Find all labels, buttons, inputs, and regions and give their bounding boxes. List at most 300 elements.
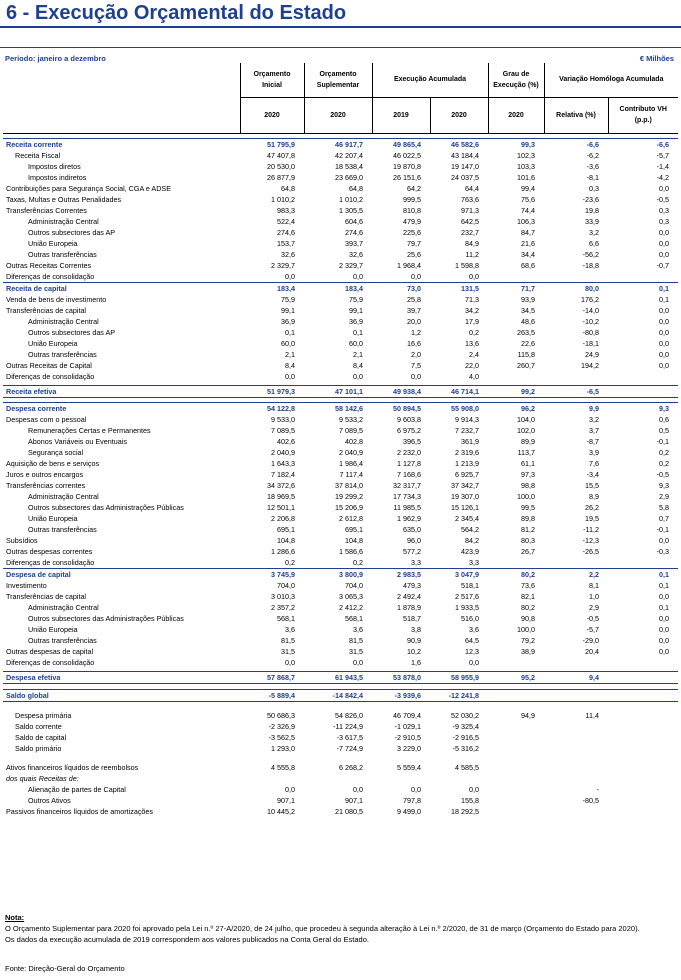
row-label: Despesas com o pessoal — [6, 414, 87, 424]
row-label: Alienação de partes de Capital — [28, 784, 126, 794]
row-value: -3,4 — [586, 469, 600, 479]
row-value: 15 126,1 — [451, 502, 480, 512]
row-value: 1 968,4 — [397, 260, 421, 270]
row-value: 0,5 — [659, 425, 670, 435]
table-row — [3, 635, 678, 646]
header-year: 2020 — [488, 97, 544, 133]
row-label: Outros subsectores das AP — [28, 327, 116, 337]
row-value: 104,8 — [277, 535, 295, 545]
row-value: 94,9 — [521, 710, 536, 720]
header-year: 2020 — [430, 97, 488, 133]
row-value: 9 499,0 — [397, 806, 421, 816]
row-value: 0,1 — [659, 602, 670, 612]
row-value: 24 037,5 — [451, 172, 480, 182]
row-label: Outras despesas de capital — [6, 646, 94, 656]
row-label: Diferenças de consolidação — [6, 371, 95, 381]
table-row — [3, 602, 678, 613]
row-value: 26 877,9 — [267, 172, 295, 182]
table-row — [3, 161, 678, 172]
row-value: 25,6 — [407, 249, 421, 259]
table-row — [3, 227, 678, 238]
row-value: 0,3 — [659, 216, 670, 226]
table-row — [3, 425, 678, 436]
row-value: 64,2 — [407, 183, 421, 193]
row-value: 183,4 — [304, 282, 372, 294]
row-value: 95,2 — [488, 671, 544, 683]
row-value: 0,0 — [285, 371, 295, 381]
row-value: 32,6 — [281, 249, 295, 259]
row-value: 1 305,5 — [339, 205, 363, 215]
row-label: Despesa primária — [15, 710, 72, 720]
notes-block — [5, 912, 675, 945]
row-value: 2,2 — [544, 568, 608, 580]
table-row — [3, 436, 678, 447]
row-value: 907,1 — [345, 795, 363, 805]
row-value: 1 010,2 — [339, 194, 363, 204]
row-value: 3,3 — [411, 557, 421, 567]
row-value: 9,4 — [544, 671, 608, 683]
row-value: 971,3 — [461, 205, 480, 215]
row-value: 99,2 — [488, 385, 544, 397]
table-row — [3, 360, 678, 371]
row-value: 34 372,6 — [267, 480, 295, 490]
row-label: Administração Central — [28, 602, 99, 612]
row-value — [488, 806, 544, 817]
row-value: 60,0 — [349, 338, 363, 348]
table-row — [3, 502, 678, 513]
row-value: 74,4 — [521, 205, 536, 215]
row-value: -11,2 — [583, 524, 600, 534]
row-value: 0,0 — [353, 657, 363, 667]
row-label: União Europeia — [28, 513, 78, 523]
row-value: 0,0 — [659, 360, 670, 370]
row-value: 99,4 — [521, 183, 536, 193]
row-value: 82,1 — [521, 591, 536, 601]
header-variacao: Variação Homóloga Acumulada — [559, 76, 664, 84]
row-label: Transferências Correntes — [6, 205, 87, 215]
row-value: 4 585,5 — [455, 762, 480, 772]
row-value: -10,2 — [582, 316, 600, 326]
row-value: 54 826,0 — [335, 710, 363, 720]
table-row — [3, 150, 678, 161]
notes-heading: Nota: — [5, 913, 25, 922]
row-label: Outras Receitas Correntes — [6, 260, 92, 270]
row-value: 61 943,5 — [304, 671, 372, 683]
row-value: 518,7 — [403, 613, 421, 623]
row-label: Outros subsectores das AP — [28, 227, 116, 237]
row-value: 81,5 — [349, 635, 363, 645]
row-value: 13,6 — [465, 338, 480, 348]
row-value: 20,4 — [585, 646, 600, 656]
row-value: 22,0 — [465, 360, 480, 370]
row-value: 0,2 — [659, 447, 670, 457]
table-row — [3, 249, 678, 260]
row-value: 1 643,3 — [271, 458, 295, 468]
row-value: 7 232,7 — [455, 425, 480, 435]
table-row — [3, 721, 678, 732]
row-value: -3 939,6 — [372, 689, 430, 701]
row-value: 11,2 — [465, 249, 480, 259]
row-value — [608, 385, 678, 397]
row-value: 0,2 — [469, 327, 480, 337]
row-label: Transferências de capital — [6, 305, 87, 315]
row-value: 2 040,9 — [339, 447, 363, 457]
row-value: 2 329,7 — [271, 260, 295, 270]
table-row — [3, 624, 678, 635]
row-value: 26 151,6 — [393, 172, 421, 182]
row-value: 17,9 — [465, 316, 480, 326]
row-value — [608, 784, 678, 795]
row-value: 2 206,8 — [271, 513, 295, 523]
row-value: 9,9 — [544, 402, 608, 414]
row-value: 8,1 — [589, 580, 600, 590]
row-value: 19,8 — [585, 205, 600, 215]
row-value: 58 955,9 — [430, 671, 488, 683]
row-value: 1 878,9 — [397, 602, 421, 612]
table-row — [3, 316, 678, 327]
row-value: 1 213,9 — [455, 458, 480, 468]
row-value — [488, 657, 544, 668]
row-value: 64,8 — [281, 183, 295, 193]
row-value: 0,3 — [659, 205, 670, 215]
row-value: 0,2 — [659, 458, 670, 468]
row-value: 106,3 — [517, 216, 536, 226]
header-top-rule — [0, 47, 681, 48]
table-row — [3, 294, 678, 305]
row-value: 64,5 — [465, 635, 480, 645]
row-value — [608, 710, 678, 721]
row-value: 100,0 — [517, 624, 536, 634]
row-value: 3,6 — [285, 624, 295, 634]
row-value: -2 326,9 — [268, 721, 295, 731]
row-label: Despesa corrente — [3, 402, 240, 414]
row-value: 90,8 — [521, 613, 536, 623]
row-value: 3 229,0 — [397, 743, 421, 753]
row-value: 84,7 — [521, 227, 536, 237]
row-label: Impostos diretos — [28, 161, 81, 171]
row-value: 11,4 — [585, 710, 600, 720]
row-value: 2,4 — [469, 349, 480, 359]
row-value: -26,5 — [582, 546, 600, 556]
row-value: 0,0 — [659, 238, 670, 248]
table-row — [3, 385, 678, 397]
header-orc-inicial: Orçamento Inicial — [240, 63, 304, 97]
row-value: 1,2 — [411, 327, 421, 337]
row-value — [544, 806, 608, 817]
row-value: 194,2 — [581, 360, 600, 370]
row-value: -56,2 — [582, 249, 600, 259]
row-value: 11 985,5 — [393, 502, 421, 512]
row-value: 704,0 — [345, 580, 363, 590]
row-value: 0,0 — [411, 784, 421, 794]
row-value: 0,0 — [659, 646, 670, 656]
row-value: 90,9 — [407, 635, 421, 645]
table-row — [3, 732, 678, 743]
row-label: Outros subsectores das Administrações Públicas — [28, 613, 184, 623]
row-value: 21,6 — [521, 238, 536, 248]
row-value: 642,5 — [461, 216, 480, 226]
row-value — [608, 795, 678, 806]
row-value: 402,8 — [345, 436, 363, 446]
row-value: 43 184,4 — [451, 150, 480, 160]
row-value — [488, 762, 544, 773]
row-value: -5 889,4 — [240, 689, 304, 701]
row-value — [608, 773, 678, 784]
row-value: 49 938,4 — [372, 385, 430, 397]
row-value: 81,5 — [281, 635, 295, 645]
row-value: 26,2 — [585, 502, 600, 512]
row-gap — [3, 754, 678, 762]
row-value: 47 407,8 — [267, 150, 295, 160]
row-value: 1 962,9 — [397, 513, 421, 523]
row-value: 2,9 — [659, 491, 670, 501]
row-label: Outras Receitas de Capital — [6, 360, 92, 370]
row-value: 3 800,9 — [304, 568, 372, 580]
row-value: 16,6 — [407, 338, 421, 348]
row-value: 52 030,2 — [451, 710, 480, 720]
row-value: -1 029,1 — [394, 721, 421, 731]
table-row — [3, 414, 678, 425]
row-value: 15,5 — [585, 480, 600, 490]
row-value: 3,6 — [469, 624, 480, 634]
row-value: 55 908,0 — [430, 402, 488, 414]
row-value: 50 894,5 — [372, 402, 430, 414]
row-value — [608, 271, 678, 283]
row-value — [608, 371, 678, 382]
row-value: -0,1 — [656, 524, 670, 534]
table-row — [3, 238, 678, 249]
row-value: 0,0 — [411, 371, 421, 381]
row-value: 113,7 — [517, 447, 536, 457]
header-relativa: Relativa (%) — [544, 97, 608, 133]
row-value — [488, 732, 544, 743]
row-value: 3,8 — [411, 624, 421, 634]
row-value: 99,3 — [488, 138, 544, 150]
row-value: 0,1 — [285, 327, 295, 337]
table-row — [3, 591, 678, 602]
row-value: 479,9 — [403, 216, 421, 226]
row-value: 9,3 — [659, 480, 670, 490]
row-value: 34,2 — [465, 305, 480, 315]
table-row — [3, 469, 678, 480]
page-title: 6 - Execução Orçamental do Estado — [6, 2, 347, 24]
row-value: 15 206,9 — [335, 502, 363, 512]
row-value: 57 868,7 — [240, 671, 304, 683]
row-label: Passivos financeiros líquidos de amortizações — [6, 806, 154, 816]
table-row — [3, 689, 678, 701]
row-value: 18 969,5 — [267, 491, 295, 501]
row-value: 22,6 — [521, 338, 536, 348]
row-value — [608, 762, 678, 773]
period-label: Período: janeiro a dezembro — [5, 54, 106, 63]
row-value: 260,7 — [517, 360, 536, 370]
row-value: -5 316,2 — [452, 743, 480, 753]
table-row — [3, 447, 678, 458]
row-value: 402,6 — [277, 436, 295, 446]
row-value: -2 916,5 — [452, 732, 480, 742]
row-value: -11 224,9 — [333, 721, 363, 731]
row-value: 0,0 — [659, 591, 670, 601]
row-value: 1,0 — [589, 591, 600, 601]
row-value: 96,2 — [488, 402, 544, 414]
row-value: 58 142,6 — [304, 402, 372, 414]
table-row — [3, 282, 678, 294]
row-label: Administração Central — [28, 216, 99, 226]
row-value: 20,0 — [407, 316, 421, 326]
row-value: 0,0 — [659, 305, 670, 315]
row-value — [608, 721, 678, 732]
row-value: 1 586,6 — [339, 546, 363, 556]
row-value: 176,2 — [581, 294, 600, 304]
row-label: Subsídios — [6, 535, 38, 545]
row-value: 24,9 — [585, 349, 600, 359]
row-value: 98,8 — [521, 480, 536, 490]
row-value: 99,1 — [349, 305, 363, 315]
row-value: 104,0 — [517, 414, 536, 424]
row-value: 50 686,3 — [267, 710, 295, 720]
header-grau-execucao: Grau de Execução (%) — [488, 63, 544, 97]
note-1: O Orçamento Suplementar para 2020 foi aprovado pela Lei n.º 27-A/2020, de 24 julho, que procedeu à segunda alteração à Lei n.º 2/2020, de 31 de março (Orçamento do Estado para 2020). — [5, 924, 640, 933]
table-row — [3, 349, 678, 360]
row-value: 3 745,9 — [240, 568, 304, 580]
row-label: Saldo global — [3, 689, 240, 701]
row-value: 18 292,5 — [451, 806, 480, 816]
row-value — [544, 721, 608, 732]
row-value: 0,0 — [659, 635, 670, 645]
row-value: 51 979,3 — [240, 385, 304, 397]
row-value: 0,0 — [469, 271, 480, 281]
row-value: 73,6 — [521, 580, 536, 590]
row-value: 25,8 — [407, 294, 421, 304]
row-value: 0,0 — [659, 316, 670, 326]
row-value — [544, 657, 608, 668]
row-value: 0,0 — [285, 271, 295, 281]
row-value: 0,0 — [659, 227, 670, 237]
row-value: - — [596, 784, 600, 794]
row-value: 54 122,8 — [240, 402, 304, 414]
row-value: 42 207,4 — [335, 150, 363, 160]
row-label: Receita efetiva — [3, 385, 240, 397]
row-value — [544, 371, 608, 382]
row-value: -0,5 — [586, 613, 600, 623]
row-value: 3,6 — [353, 624, 363, 634]
row-value — [544, 773, 608, 784]
row-value: -23,6 — [582, 194, 600, 204]
row-value: 0,0 — [353, 371, 363, 381]
row-value — [608, 557, 678, 569]
row-value — [544, 689, 608, 701]
row-value: 104,8 — [345, 535, 363, 545]
row-value: 64,4 — [465, 183, 480, 193]
row-value — [488, 557, 544, 569]
row-value: 0,0 — [285, 784, 295, 794]
row-value: 577,2 — [403, 546, 421, 556]
row-value: 10 445,2 — [267, 806, 295, 816]
row-value: 79,2 — [521, 635, 536, 645]
note-2: Os dados da execução acumulada de 2019 correspondem aos valores publicados na Conta Geral do Estado. — [5, 935, 369, 944]
table-row — [3, 784, 678, 795]
table-row — [3, 743, 678, 754]
row-value: 2 345,4 — [455, 513, 480, 523]
table-row — [3, 795, 678, 806]
row-value: -0,5 — [656, 194, 670, 204]
row-value: 20 530,0 — [267, 161, 295, 171]
row-value: 0,0 — [659, 535, 670, 545]
row-label: Ativos financeiros líquidos de reembolsos — [6, 762, 139, 772]
row-value: 0,0 — [411, 271, 421, 281]
row-value: 7,6 — [589, 458, 600, 468]
row-value: 6 975,2 — [397, 425, 421, 435]
row-value: 31,5 — [349, 646, 363, 656]
row-value — [488, 371, 544, 382]
row-value: 99,1 — [281, 305, 295, 315]
row-value: 68,6 — [521, 260, 536, 270]
row-value: 0,1 — [659, 580, 670, 590]
row-value — [608, 689, 678, 701]
row-label: Receita Fiscal — [15, 150, 61, 160]
row-value: 46 709,4 — [393, 710, 421, 720]
row-value: -80,8 — [582, 327, 600, 337]
table-row — [3, 216, 678, 227]
row-value: 37 814,0 — [335, 480, 363, 490]
table-row — [3, 557, 678, 569]
row-value: 568,1 — [345, 613, 363, 623]
row-label: Abonos Variáveis ou Eventuais — [28, 436, 127, 446]
row-value — [488, 721, 544, 732]
row-value: 75,6 — [521, 194, 536, 204]
row-value: -3 562,5 — [268, 732, 295, 742]
row-value: 84,9 — [465, 238, 480, 248]
row-value: 522,4 — [277, 216, 295, 226]
row-value: 2,0 — [411, 349, 421, 359]
row-value — [608, 732, 678, 743]
table-row — [3, 194, 678, 205]
row-value: 71,7 — [488, 282, 544, 294]
units-label: € Milhões — [639, 54, 674, 63]
row-value: 9 914,3 — [455, 414, 480, 424]
row-value: 102,0 — [517, 425, 536, 435]
row-value: 0,0 — [659, 624, 670, 634]
row-value: 61,1 — [521, 458, 536, 468]
row-value: 18 538,4 — [335, 161, 363, 171]
row-value: 37 342,7 — [451, 480, 480, 490]
row-value: 101,6 — [517, 172, 536, 182]
table-row — [3, 671, 678, 683]
row-value — [488, 271, 544, 283]
table-row — [3, 183, 678, 194]
table-row — [3, 546, 678, 557]
row-label: Transferências correntes — [6, 480, 86, 490]
row-value: 0,0 — [353, 271, 363, 281]
row-label: Despesa efetiva — [3, 671, 240, 683]
row-label: Outras transferências — [28, 349, 97, 359]
row-value: 97,3 — [521, 469, 536, 479]
row-value — [608, 657, 678, 668]
row-value: 19 147,0 — [451, 161, 480, 171]
row-value: 46 022,5 — [393, 150, 421, 160]
row-value: 797,8 — [403, 795, 421, 805]
row-value: 80,0 — [544, 282, 608, 294]
row-value: 34,4 — [521, 249, 536, 259]
row-value: 704,0 — [277, 580, 295, 590]
row-value: 0,1 — [353, 327, 363, 337]
row-value — [304, 773, 372, 784]
header-year: 2019 — [372, 97, 430, 133]
row-value: 71,3 — [465, 294, 480, 304]
row-label: Impostos indiretos — [28, 172, 87, 182]
row-label: Outras transferências — [28, 635, 97, 645]
row-value — [544, 732, 608, 743]
